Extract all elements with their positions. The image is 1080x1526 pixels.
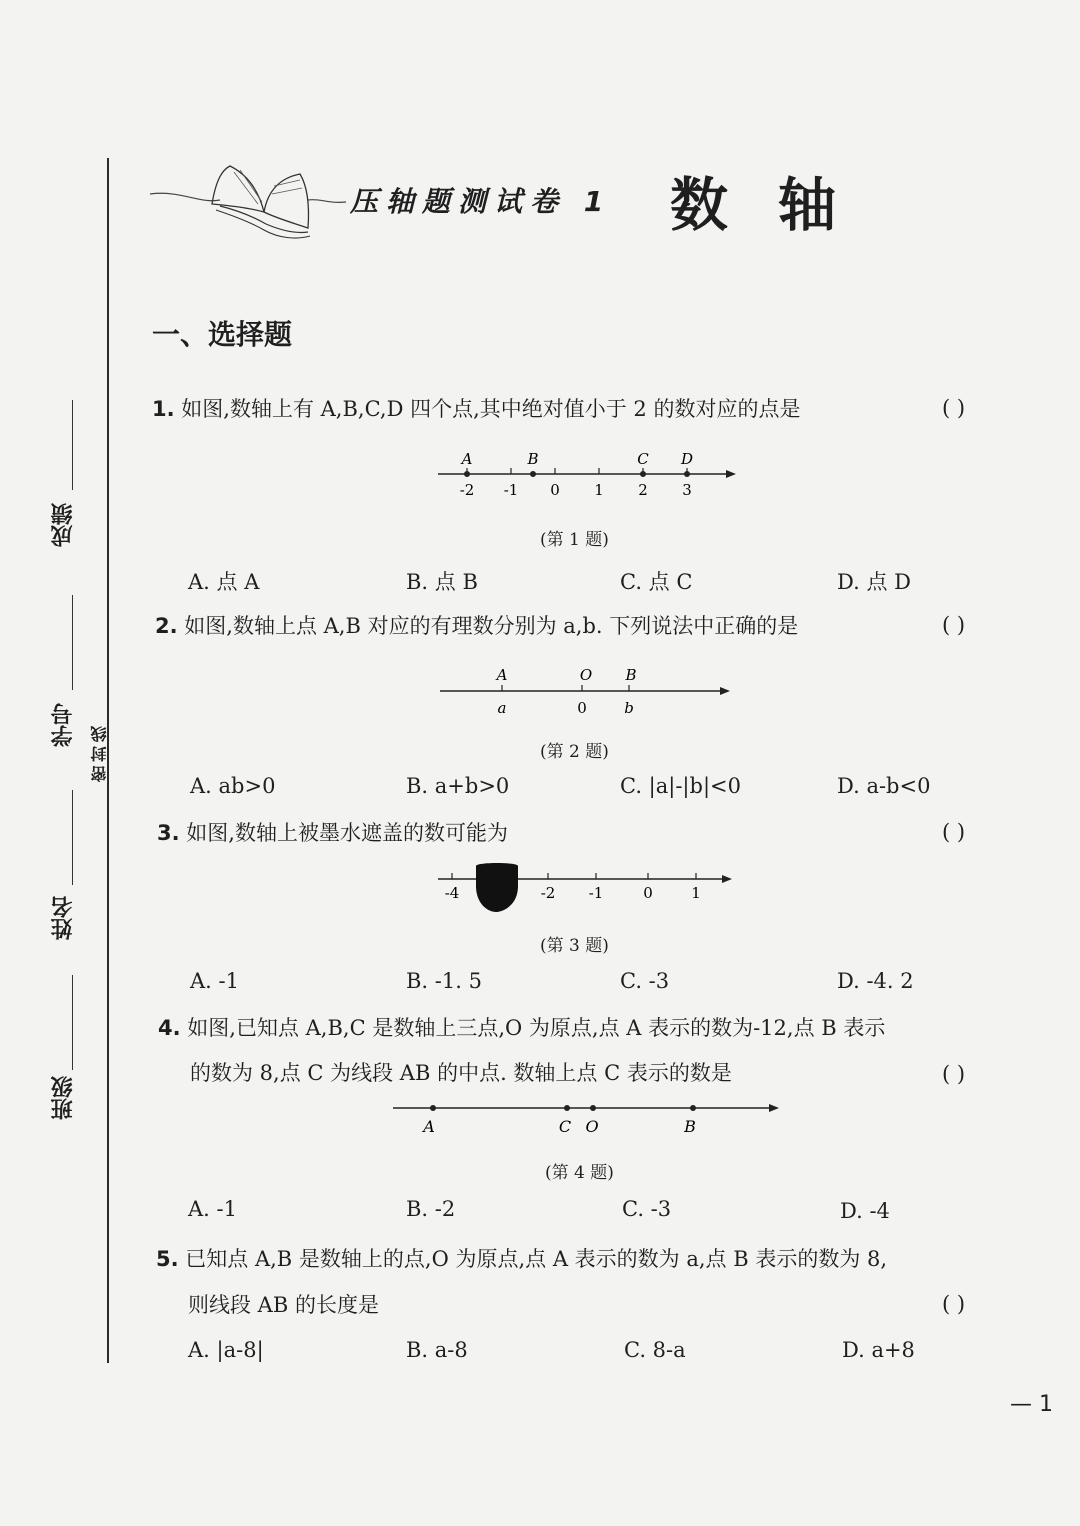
- question-2: [155, 611, 798, 641]
- open-book-icon: [150, 160, 350, 240]
- question-text-line2: 的数为 8,点 C 为线段 AB 的中点. 数轴上点 C 表示的数是: [190, 1061, 732, 1085]
- answer-paren: ( ): [942, 1062, 966, 1086]
- question-number: 5.: [156, 1247, 179, 1271]
- tick-label: -1: [588, 884, 604, 902]
- point-label-c: C: [558, 1117, 572, 1136]
- answer-paren: ( ): [942, 820, 966, 844]
- option-a[interactable]: A. 点 A: [188, 570, 260, 594]
- point-label-b: B: [684, 1117, 696, 1136]
- point-label-a: A: [423, 1117, 435, 1136]
- value-label-b: b: [624, 699, 634, 717]
- figure-caption: (第 3 题): [540, 936, 609, 956]
- test-title: 压轴题测试卷 1: [350, 185, 612, 218]
- point-label-c: C: [637, 450, 649, 468]
- name-blank: [72, 790, 73, 885]
- class-label: 班级: [51, 1076, 76, 1120]
- value-label-a: a: [497, 699, 507, 717]
- option-c[interactable]: C. |a|-|b|<0: [620, 774, 741, 798]
- student-id-blank: [72, 595, 73, 690]
- section-title: 一、选择题: [152, 318, 293, 351]
- number-line-q1: [430, 446, 740, 506]
- question-text: 如图,数轴上有 A,B,C,D 四个点,其中绝对值小于 2 的数对应的点是: [181, 397, 801, 421]
- figure-caption: (第 1 题): [540, 530, 609, 550]
- tick-label: 2: [638, 481, 648, 499]
- number-line-q3: [430, 860, 740, 920]
- point-label-b: B: [527, 450, 539, 468]
- answer-paren: ( ): [942, 613, 966, 637]
- answer-paren: ( ): [942, 396, 966, 420]
- tick-label: 3: [682, 481, 692, 499]
- tick-label: 0: [643, 884, 653, 902]
- tick-label: 0: [550, 481, 560, 499]
- name-label: 姓名: [51, 896, 76, 940]
- page-number: — 1: [1010, 1392, 1053, 1417]
- option-d[interactable]: D. a-b<0: [837, 774, 931, 798]
- tick-label: -2: [459, 481, 475, 499]
- question-text-line1: 如图,已知点 A,B,C 是数轴上三点,O 为原点,点 A 表示的数为-12,点 B 表示: [187, 1016, 886, 1040]
- point-label-a: A: [461, 450, 473, 468]
- point-label-o: O: [585, 1117, 599, 1136]
- option-b[interactable]: B. 点 B: [406, 570, 478, 594]
- point-label-o: O: [579, 666, 593, 684]
- option-b[interactable]: B. -2: [406, 1197, 456, 1221]
- option-a[interactable]: A. -1: [190, 969, 239, 993]
- seal-line-label: 密封线: [90, 722, 109, 782]
- score-blank: [72, 400, 73, 490]
- ink-blot: [476, 863, 518, 912]
- question-number: 3.: [157, 821, 180, 845]
- value-label-o: 0: [577, 699, 587, 717]
- point-label-d: D: [680, 450, 694, 468]
- option-c[interactable]: C. -3: [620, 969, 670, 993]
- question-number: 2.: [155, 614, 178, 638]
- option-d[interactable]: D. a+8: [842, 1338, 915, 1362]
- question-text-line1: 已知点 A,B 是数轴上的点,O 为原点,点 A 表示的数为 a,点 B 表示的数为 8,: [185, 1247, 888, 1271]
- tick-label: 1: [691, 884, 701, 902]
- option-d[interactable]: D. -4: [840, 1199, 890, 1223]
- score-label: 成绩: [51, 503, 76, 547]
- option-b[interactable]: B. a+b>0: [406, 774, 510, 798]
- question-5: [156, 1244, 887, 1274]
- option-d[interactable]: D. -4. 2: [837, 969, 914, 993]
- number-line-q4: [385, 1096, 785, 1142]
- topic-title: 数轴: [670, 171, 887, 239]
- number-line-q2: [430, 662, 740, 722]
- option-b[interactable]: B. -1. 5: [406, 969, 482, 993]
- tick-label: -2: [540, 884, 556, 902]
- figure-caption: (第 4 题): [545, 1163, 614, 1183]
- question-text: 如图,数轴上点 A,B 对应的有理数分别为 a,b. 下列说法中正确的是: [184, 614, 799, 638]
- question-text-line2: 则线段 AB 的长度是: [188, 1293, 379, 1317]
- question-number: 1.: [152, 397, 175, 421]
- tick-label: 1: [594, 481, 604, 499]
- point-label-a: A: [496, 666, 508, 684]
- option-b[interactable]: B. a-8: [406, 1338, 468, 1362]
- class-blank: [72, 975, 73, 1070]
- option-c[interactable]: C. 8-a: [624, 1338, 686, 1362]
- option-d[interactable]: D. 点 D: [837, 570, 911, 594]
- option-a[interactable]: A. ab>0: [190, 774, 276, 798]
- option-c[interactable]: C. 点 C: [620, 570, 693, 594]
- option-c[interactable]: C. -3: [622, 1197, 672, 1221]
- tick-label: -4: [444, 884, 460, 902]
- question-4: [158, 1013, 885, 1043]
- point-label-b: B: [625, 666, 637, 684]
- student-id-label: 学号: [51, 703, 76, 747]
- figure-caption: (第 2 题): [540, 742, 609, 762]
- tick-label: -1: [503, 481, 519, 499]
- option-a[interactable]: A. -1: [188, 1197, 237, 1221]
- question-number: 4.: [158, 1016, 181, 1040]
- question-3: [157, 818, 508, 848]
- answer-paren: ( ): [942, 1292, 966, 1316]
- question-1: [152, 394, 800, 424]
- option-a[interactable]: A. |a-8|: [188, 1338, 264, 1362]
- question-text: 如图,数轴上被墨水遮盖的数可能为: [186, 821, 508, 845]
